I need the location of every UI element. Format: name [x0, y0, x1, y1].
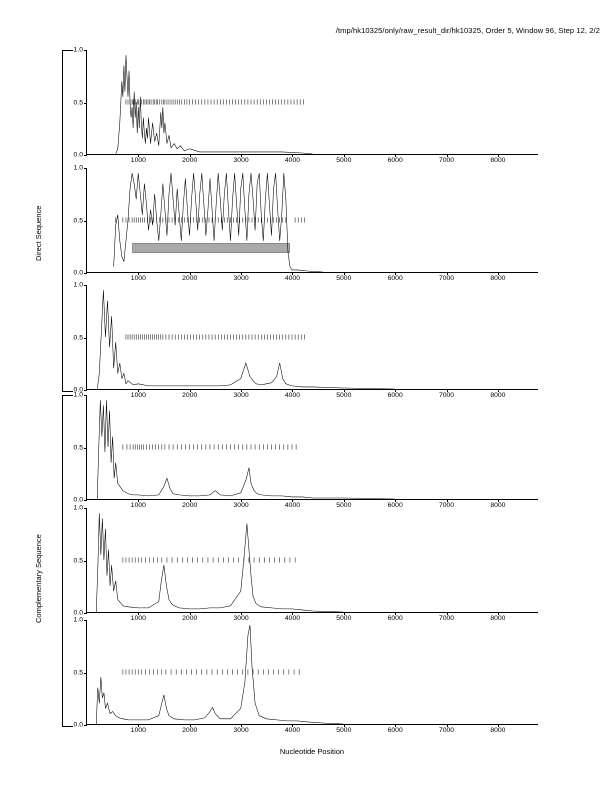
x-tick-label: 5000 [336, 392, 352, 399]
y-tick-label: 0.0 [73, 496, 83, 504]
x-tick-label: 3000 [233, 275, 249, 282]
x-tick-label: 7000 [438, 157, 455, 164]
chart-panel-3 [73, 281, 538, 399]
x-tick-label: 1000 [130, 275, 146, 282]
x-tick-label: 4000 [284, 502, 301, 509]
x-tick-label: 7000 [438, 615, 455, 622]
y-tick-label: 1.0 [73, 504, 83, 512]
y-tick-label: 0.0 [73, 269, 83, 277]
series-canvas [87, 620, 538, 724]
x-tick-label: 5000 [336, 502, 352, 509]
x-tick-label: 5000 [336, 275, 352, 282]
y-tick-label: 0.5 [73, 334, 83, 341]
x-tick-label: 6000 [387, 157, 403, 164]
x-tick-label: 2000 [182, 157, 198, 164]
y-tick-label: 0.5 [73, 557, 83, 564]
plot-area-5 [73, 504, 538, 622]
x-tick-label: 2000 [182, 392, 198, 399]
x-tick-label: 2000 [182, 502, 198, 509]
x-tick-label: 4000 [284, 275, 301, 282]
x-tick-label: 2000 [182, 727, 198, 734]
x-tick-label: 1000 [130, 157, 146, 164]
y-tick-label: 1.0 [73, 281, 83, 289]
x-tick-label: 5000 [336, 615, 352, 622]
y-tick-mark [84, 500, 87, 501]
x-tick-label: 4000 [284, 392, 301, 399]
x-tick-label: 8000 [490, 392, 506, 399]
x-tick-label: 3000 [233, 157, 249, 164]
series-line [97, 290, 394, 389]
y-tick-label: 0.5 [73, 669, 83, 676]
series-canvas [87, 508, 538, 612]
y-tick-mark [84, 155, 87, 156]
x-tick-label: 4000 [284, 157, 301, 164]
x-tick-label: 1000 [130, 615, 146, 622]
y-tick-mark [84, 725, 87, 726]
plot-area-3 [73, 281, 538, 399]
y-tick-label: 0.0 [73, 151, 83, 159]
x-tick-label: 6000 [387, 392, 403, 399]
y-tick-label: 0.5 [73, 99, 83, 106]
page-title: /tmp/hk10325/only/raw_result_dir/hk10325, Order 5, Window 96, Step 12, 2/2 [335, 26, 600, 35]
series-line [96, 625, 343, 724]
x-tick-label: 1000 [130, 392, 146, 399]
y-tick-label: 0.0 [73, 386, 83, 394]
x-tick-label: 2000 [182, 275, 198, 282]
y-axis-label-complementary: Complementary Sequence [34, 533, 43, 623]
x-tick-label: 6000 [387, 727, 403, 734]
chart-panel-5 [73, 504, 538, 622]
series-line [116, 55, 313, 154]
x-tick-label: 3000 [233, 727, 249, 734]
y-tick-label: 0.5 [73, 444, 83, 451]
x-tick-label: 5000 [336, 157, 352, 164]
x-tick-label: 7000 [438, 275, 455, 282]
y-tick-label: 1.0 [73, 164, 83, 172]
x-tick-label: 8000 [490, 275, 506, 282]
x-tick-label: 8000 [490, 727, 506, 734]
series-canvas [87, 50, 538, 154]
series-line [114, 173, 323, 272]
y-tick-label: 0.5 [73, 217, 83, 224]
y-tick-mark [84, 273, 87, 274]
x-tick-label: 6000 [387, 275, 403, 282]
y-tick-label: 0.0 [73, 609, 83, 617]
x-axis-label: Nucleotide Position [279, 747, 345, 756]
series-canvas [87, 168, 538, 272]
chart-panel-1 [73, 46, 538, 164]
x-tick-label: 4000 [284, 727, 301, 734]
x-tick-label: 7000 [438, 392, 455, 399]
y-tick-mark [84, 613, 87, 614]
y-tick-label: 1.0 [73, 46, 83, 54]
x-tick-label: 1000 [130, 502, 146, 509]
y-tick-mark [84, 390, 87, 391]
y-tick-label: 1.0 [73, 391, 83, 399]
series-line [96, 513, 343, 612]
x-tick-label: 8000 [490, 615, 506, 622]
x-tick-label: 3000 [233, 502, 249, 509]
x-tick-label: 3000 [233, 392, 249, 399]
chart-panel-4 [73, 391, 538, 509]
series-canvas [87, 285, 538, 389]
y-tick-label: 1.0 [73, 616, 83, 624]
series-line [97, 400, 394, 499]
x-tick-label: 1000 [130, 727, 146, 734]
chart-panel-6 [73, 616, 538, 734]
plot-area-4 [73, 391, 538, 509]
x-tick-label: 8000 [490, 502, 506, 509]
x-tick-label: 8000 [490, 157, 506, 164]
group-brace-complementary [62, 395, 73, 727]
series-canvas [87, 395, 538, 499]
x-tick-label: 7000 [438, 502, 455, 509]
chart-panel-2 [73, 164, 538, 282]
x-tick-label: 6000 [387, 502, 403, 509]
plot-area-1 [73, 46, 538, 164]
x-tick-label: 2000 [182, 615, 198, 622]
plot-area-2 [73, 164, 538, 282]
plot-area-6 [73, 616, 538, 734]
x-tick-label: 4000 [284, 615, 301, 622]
y-tick-label: 0.0 [73, 721, 83, 729]
group-brace-direct [62, 50, 73, 392]
y-axis-label-direct: Direct Sequence [34, 205, 43, 261]
x-tick-label: 7000 [438, 727, 455, 734]
x-tick-label: 5000 [336, 727, 352, 734]
x-tick-label: 3000 [233, 615, 249, 622]
x-tick-label: 6000 [387, 615, 403, 622]
